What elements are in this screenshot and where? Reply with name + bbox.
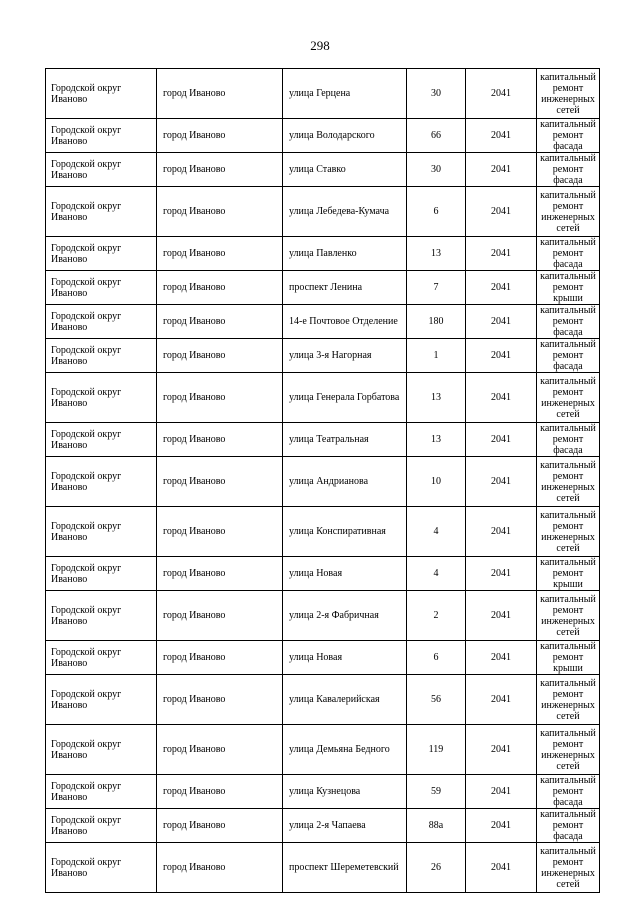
street-cell: улица Демьяна Бедного [283, 725, 407, 775]
street-cell: проспект Ленина [283, 271, 407, 305]
house-number-cell: 119 [407, 725, 466, 775]
table-row [46, 725, 600, 775]
house-number-cell: 10 [407, 457, 466, 507]
year-cell: 2041 [466, 591, 537, 641]
house-number-cell: 30 [407, 69, 466, 119]
house-number-cell: 66 [407, 119, 466, 153]
year-cell: 2041 [466, 557, 537, 591]
street-cell: улица Конспиративная [283, 507, 407, 557]
table-row [46, 591, 600, 641]
table-row [46, 775, 600, 809]
city-cell: город Иваново [157, 339, 283, 373]
work-type-cell: капитальный ремонт крыши [537, 557, 600, 591]
city-cell: город Иваново [157, 507, 283, 557]
house-number-cell: 13 [407, 373, 466, 423]
table-row [46, 457, 600, 507]
municipality-cell: Городской округ Иваново [46, 725, 157, 775]
street-cell: проспект Шереметевский [283, 843, 407, 893]
table-row [46, 507, 600, 557]
table-row [46, 641, 600, 675]
city-cell: город Иваново [157, 591, 283, 641]
street-cell: улица Генерала Горбатова [283, 373, 407, 423]
street-cell: улица Кавалерийская [283, 675, 407, 725]
table-row [46, 809, 600, 843]
table-row [46, 153, 600, 187]
city-cell: город Иваново [157, 187, 283, 237]
city-cell: город Иваново [157, 271, 283, 305]
city-cell: город Иваново [157, 305, 283, 339]
street-cell: улица Лебедева-Кумача [283, 187, 407, 237]
street-cell: улица Андрианова [283, 457, 407, 507]
work-type-cell: капитальный ремонт фасада [537, 119, 600, 153]
year-cell: 2041 [466, 237, 537, 271]
year-cell: 2041 [466, 339, 537, 373]
year-cell: 2041 [466, 423, 537, 457]
house-number-cell: 13 [407, 237, 466, 271]
house-number-cell: 4 [407, 557, 466, 591]
city-cell: город Иваново [157, 237, 283, 271]
year-cell: 2041 [466, 675, 537, 725]
city-cell: город Иваново [157, 641, 283, 675]
house-number-cell: 6 [407, 641, 466, 675]
city-cell: город Иваново [157, 675, 283, 725]
work-type-cell: капитальный ремонт фасада [537, 775, 600, 809]
year-cell: 2041 [466, 809, 537, 843]
work-type-cell: капитальный ремонт инженерных сетей [537, 843, 600, 893]
house-number-cell: 7 [407, 271, 466, 305]
house-number-cell: 180 [407, 305, 466, 339]
house-number-cell: 59 [407, 775, 466, 809]
work-type-cell: капитальный ремонт фасада [537, 339, 600, 373]
work-type-cell: капитальный ремонт инженерных сетей [537, 69, 600, 119]
work-type-cell: капитальный ремонт инженерных сетей [537, 507, 600, 557]
work-type-cell: капитальный ремонт инженерных сетей [537, 725, 600, 775]
municipality-cell: Городской округ Иваново [46, 339, 157, 373]
street-cell: улица Володарского [283, 119, 407, 153]
municipality-cell: Городской округ Иваново [46, 271, 157, 305]
municipality-cell: Городской округ Иваново [46, 591, 157, 641]
work-type-cell: капитальный ремонт фасада [537, 153, 600, 187]
municipality-cell: Городской округ Иваново [46, 457, 157, 507]
year-cell: 2041 [466, 725, 537, 775]
city-cell: город Иваново [157, 843, 283, 893]
table-row [46, 187, 600, 237]
work-type-cell: капитальный ремонт фасада [537, 423, 600, 457]
city-cell: город Иваново [157, 119, 283, 153]
table-row [46, 119, 600, 153]
work-type-cell: капитальный ремонт инженерных сетей [537, 187, 600, 237]
city-cell: город Иваново [157, 69, 283, 119]
house-number-cell: 6 [407, 187, 466, 237]
table-row [46, 843, 600, 893]
city-cell: город Иваново [157, 775, 283, 809]
table-row [46, 69, 600, 119]
year-cell: 2041 [466, 187, 537, 237]
repair-schedule-table [45, 68, 600, 893]
street-cell: улица 2-я Фабричная [283, 591, 407, 641]
house-number-cell: 4 [407, 507, 466, 557]
table-row [46, 675, 600, 725]
house-number-cell: 2 [407, 591, 466, 641]
year-cell: 2041 [466, 271, 537, 305]
city-cell: город Иваново [157, 373, 283, 423]
year-cell: 2041 [466, 775, 537, 809]
street-cell: улица Новая [283, 641, 407, 675]
year-cell: 2041 [466, 153, 537, 187]
table-row [46, 423, 600, 457]
work-type-cell: капитальный ремонт инженерных сетей [537, 675, 600, 725]
city-cell: город Иваново [157, 423, 283, 457]
table-row [46, 237, 600, 271]
year-cell: 2041 [466, 641, 537, 675]
city-cell: город Иваново [157, 725, 283, 775]
municipality-cell: Городской округ Иваново [46, 237, 157, 271]
municipality-cell: Городской округ Иваново [46, 153, 157, 187]
municipality-cell: Городской округ Иваново [46, 119, 157, 153]
table-row [46, 373, 600, 423]
city-cell: город Иваново [157, 809, 283, 843]
street-cell: улица 3-я Нагорная [283, 339, 407, 373]
year-cell: 2041 [466, 69, 537, 119]
year-cell: 2041 [466, 373, 537, 423]
street-cell: улица Кузнецова [283, 775, 407, 809]
street-cell: улица Павленко [283, 237, 407, 271]
work-type-cell: капитальный ремонт фасада [537, 237, 600, 271]
work-type-cell: капитальный ремонт фасада [537, 809, 600, 843]
work-type-cell: капитальный ремонт крыши [537, 271, 600, 305]
work-type-cell: капитальный ремонт инженерных сетей [537, 373, 600, 423]
street-cell: улица Ставко [283, 153, 407, 187]
street-cell: улица Театральная [283, 423, 407, 457]
municipality-cell: Городской округ Иваново [46, 373, 157, 423]
municipality-cell: Городской округ Иваново [46, 423, 157, 457]
street-cell: улица 2-я Чапаева [283, 809, 407, 843]
city-cell: город Иваново [157, 457, 283, 507]
work-type-cell: капитальный ремонт инженерных сетей [537, 591, 600, 641]
house-number-cell: 30 [407, 153, 466, 187]
table-row [46, 339, 600, 373]
table-row [46, 305, 600, 339]
house-number-cell: 88а [407, 809, 466, 843]
municipality-cell: Городской округ Иваново [46, 809, 157, 843]
year-cell: 2041 [466, 507, 537, 557]
municipality-cell: Городской округ Иваново [46, 843, 157, 893]
page-number: 298 [310, 38, 330, 53]
table-row [46, 271, 600, 305]
municipality-cell: Городской округ Иваново [46, 557, 157, 591]
year-cell: 2041 [466, 457, 537, 507]
municipality-cell: Городской округ Иваново [46, 641, 157, 675]
house-number-cell: 56 [407, 675, 466, 725]
street-cell: 14-е Почтовое Отделение [283, 305, 407, 339]
municipality-cell: Городской округ Иваново [46, 187, 157, 237]
year-cell: 2041 [466, 843, 537, 893]
municipality-cell: Городской округ Иваново [46, 775, 157, 809]
municipality-cell: Городской округ Иваново [46, 305, 157, 339]
table-body [46, 69, 600, 893]
work-type-cell: капитальный ремонт фасада [537, 305, 600, 339]
table-row [46, 557, 600, 591]
street-cell: улица Новая [283, 557, 407, 591]
city-cell: город Иваново [157, 153, 283, 187]
municipality-cell: Городской округ Иваново [46, 507, 157, 557]
work-type-cell: капитальный ремонт инженерных сетей [537, 457, 600, 507]
street-cell: улица Герцена [283, 69, 407, 119]
house-number-cell: 13 [407, 423, 466, 457]
house-number-cell: 26 [407, 843, 466, 893]
work-type-cell: капитальный ремонт крыши [537, 641, 600, 675]
house-number-cell: 1 [407, 339, 466, 373]
year-cell: 2041 [466, 305, 537, 339]
city-cell: город Иваново [157, 557, 283, 591]
municipality-cell: Городской округ Иваново [46, 675, 157, 725]
year-cell: 2041 [466, 119, 537, 153]
municipality-cell: Городской округ Иваново [46, 69, 157, 119]
